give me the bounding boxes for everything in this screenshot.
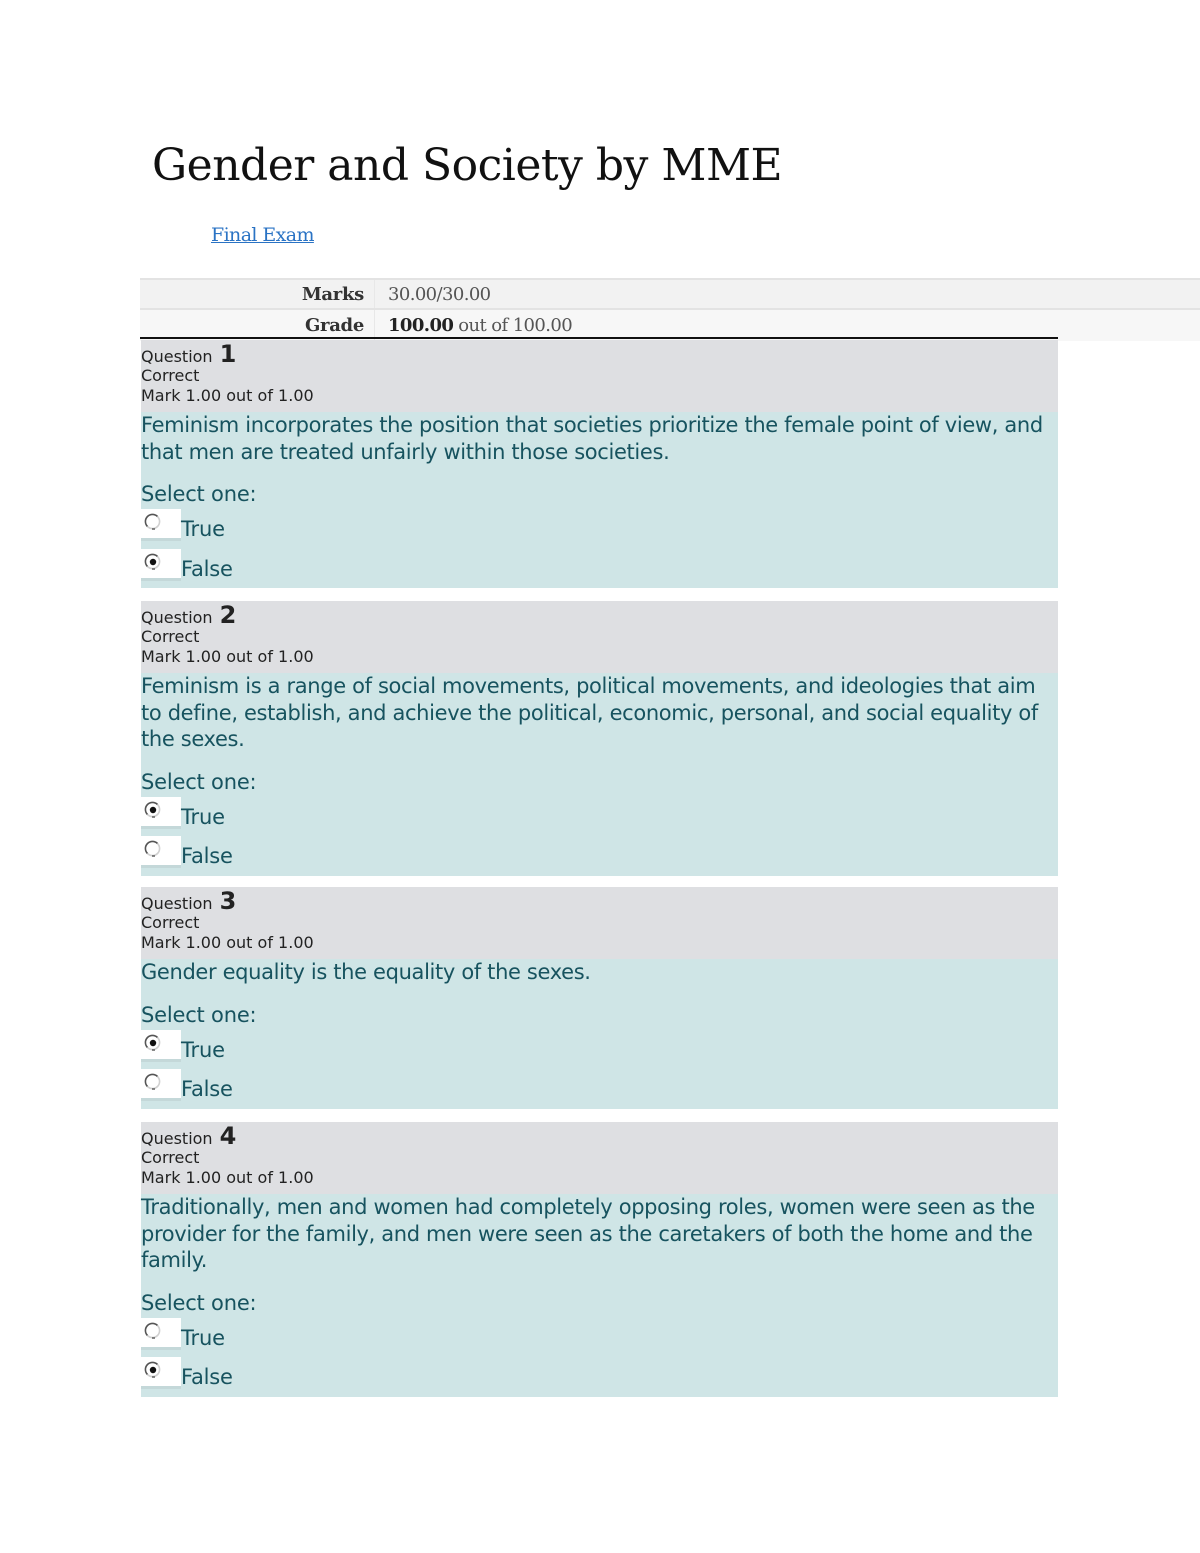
question-info	[141, 340, 1058, 412]
grade-total: out of 100.00	[458, 315, 573, 336]
question-mark: Mark 1.00 out of 1.00	[141, 647, 314, 666]
question-text: Gender equality is the equality of the sexes.	[141, 960, 591, 984]
question-content	[141, 1194, 1058, 1397]
option-true[interactable]	[141, 1316, 1058, 1356]
radio-checked-icon	[144, 1361, 162, 1379]
radio-dot-icon	[150, 1039, 156, 1045]
radio-false[interactable]	[141, 1069, 181, 1101]
question-number: 2	[219, 601, 237, 629]
question-state: Correct	[141, 366, 200, 385]
radio-true[interactable]	[141, 1318, 181, 1350]
option-label: False	[181, 844, 233, 868]
option-false[interactable]	[141, 834, 1058, 874]
radio-unchecked-icon	[144, 1073, 162, 1091]
marks-row	[140, 280, 1200, 310]
option-false[interactable]	[141, 547, 1058, 587]
summary-divider	[140, 337, 1058, 339]
radio-unchecked-icon	[144, 1322, 162, 1340]
option-false[interactable]	[141, 1067, 1058, 1107]
question-state: Correct	[141, 913, 200, 932]
radio-false[interactable]	[141, 1357, 181, 1389]
question-text: Traditionally, men and women had completely opposing roles, women were seen as the provider for the family, and men were seen as the caretakers of both the home and the family.	[141, 1195, 1035, 1272]
select-one-prompt: Select one:	[141, 1290, 257, 1315]
option-label: True	[181, 517, 225, 541]
grade-score: 100.00	[388, 315, 454, 336]
question-4	[141, 1122, 1058, 1397]
select-one-prompt: Select one:	[141, 1002, 257, 1027]
question-mark: Mark 1.00 out of 1.00	[141, 933, 314, 952]
radio-false[interactable]	[141, 549, 181, 581]
question-label: Question	[141, 347, 213, 366]
radio-unchecked-icon	[144, 513, 162, 531]
option-label: False	[181, 556, 233, 581]
question-3	[141, 887, 1058, 1109]
question-info	[141, 601, 1058, 673]
question-info	[141, 887, 1058, 959]
page-title: Gender and Society by MME	[152, 140, 783, 191]
radio-true[interactable]	[141, 1030, 181, 1062]
option-label: False	[181, 1365, 233, 1389]
question-label: Question	[141, 1129, 213, 1148]
option-label: True	[181, 804, 225, 829]
question-state: Correct	[141, 627, 200, 646]
question-text: Feminism is a range of social movements, political movements, and ideologies that aim to define, establish, and achieve the political, economic, personal, and social equality of the sexes.	[141, 674, 1038, 751]
option-label: True	[181, 1325, 225, 1350]
question-text: Feminism incorporates the position that societies prioritize the female point of view, and that men are treated unfairly within those societies.	[141, 413, 1043, 464]
grade-label: Grade	[304, 315, 364, 336]
marks-label: Marks	[301, 283, 364, 305]
option-true[interactable]	[141, 507, 1058, 547]
question-number: 4	[219, 1122, 237, 1150]
question-number: 3	[219, 887, 237, 915]
marks-value: 30.00/30.00	[374, 280, 491, 308]
radio-true[interactable]	[141, 797, 181, 829]
option-true[interactable]	[141, 795, 1058, 835]
radio-checked-icon	[144, 1034, 162, 1052]
question-info	[141, 1122, 1058, 1194]
final-exam-link[interactable]: Final Exam	[211, 224, 314, 246]
question-content	[141, 959, 1058, 1109]
question-content	[141, 673, 1058, 876]
radio-checked-icon	[144, 553, 162, 571]
select-one-prompt: Select one:	[141, 769, 257, 794]
question-state: Correct	[141, 1148, 200, 1167]
option-true[interactable]	[141, 1028, 1058, 1068]
select-one-prompt: Select one:	[141, 482, 257, 506]
radio-checked-icon	[144, 801, 162, 819]
question-label: Question	[141, 894, 213, 913]
summary-table	[140, 278, 1200, 341]
question-mark: Mark 1.00 out of 1.00	[141, 1168, 314, 1187]
radio-unchecked-icon	[144, 840, 162, 858]
radio-dot-icon	[150, 558, 156, 564]
option-label: False	[181, 1077, 233, 1101]
radio-dot-icon	[150, 1367, 156, 1373]
radio-true[interactable]	[141, 509, 181, 541]
option-label: True	[181, 1037, 225, 1062]
question-mark: Mark 1.00 out of 1.00	[141, 386, 314, 405]
radio-false[interactable]	[141, 836, 181, 868]
question-content	[141, 412, 1058, 588]
question-1	[141, 340, 1058, 588]
question-2	[141, 601, 1058, 876]
option-false[interactable]	[141, 1355, 1058, 1395]
radio-dot-icon	[150, 806, 156, 812]
question-label: Question	[141, 608, 213, 627]
question-number: 1	[219, 340, 237, 368]
